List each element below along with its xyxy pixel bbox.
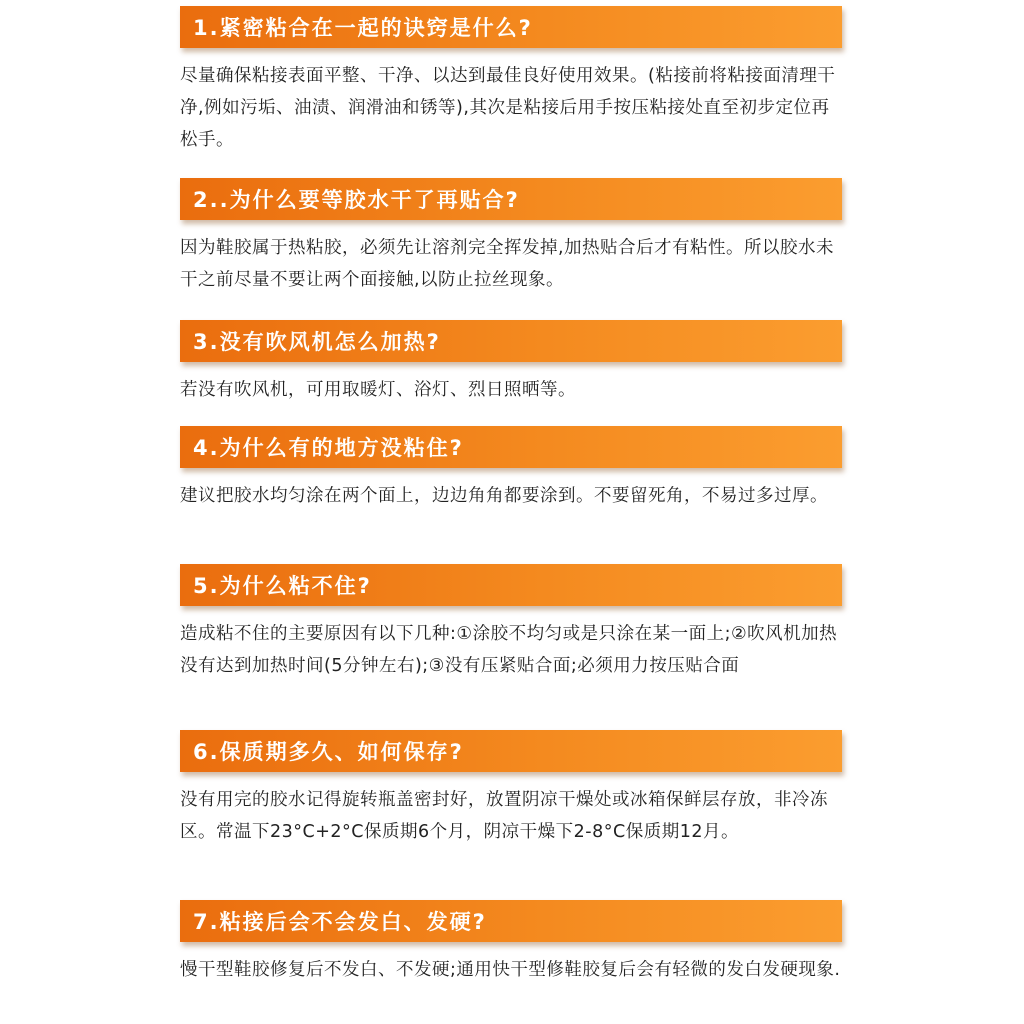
answer-text: 因为鞋胶属于热粘胶，必须先让溶剂完全挥发掉,加热贴合后才有粘性。所以胶水未干之前尽量不要让两个面接触,以防止拉丝现象。 (180, 238, 835, 290)
answer-text: 尽量确保粘接表面平整、干净、以达到最佳良好使用效果。(粘接前将粘接面清理干净,例如污垢、油渍、润滑油和锈等),其次是粘接后用手按压粘接处直至初步定位再松手。 (180, 66, 836, 150)
faq-item-5 (180, 564, 842, 682)
answer-text: 造成粘不住的主要原因有以下几种:①涂胶不均匀或是只涂在某一面上;②吹风机加热没有达到加热时间(5分钟左右);③没有压紧贴合面;必须用力按压贴合面 (180, 624, 838, 676)
question-title: 2..为什么要等胶水干了再贴合? (193, 188, 520, 212)
faq-item-3 (180, 320, 842, 406)
answer-text: 若没有吹风机，可用取暖灯、浴灯、烈日照晒等。 (180, 380, 576, 400)
question-title: 1.紧密粘合在一起的诀窍是什么? (193, 16, 533, 40)
question-title: 3.没有吹风机怎么加热? (193, 330, 441, 354)
question-bar (180, 900, 842, 942)
answer-text: 慢干型鞋胶修复后不发白、不发硬;通用快干型修鞋胶复后会有轻微的发白发硬现象. (180, 960, 841, 980)
faq-item-4 (180, 426, 842, 512)
question-title: 5.为什么粘不住? (193, 574, 372, 598)
question-title: 7.粘接后会不会发白、发硬? (193, 910, 487, 934)
faq-item-6 (180, 730, 842, 848)
question-bar (180, 426, 842, 468)
answer-text: 建议把胶水均匀涂在两个面上，边边角角都要涂到。不要留死角，不易过多过厚。 (180, 486, 828, 506)
question-title: 4.为什么有的地方没粘住? (193, 436, 464, 460)
faq-item-2 (180, 178, 842, 296)
question-bar (180, 730, 842, 772)
faq-item-1 (180, 6, 842, 156)
question-bar (180, 320, 842, 362)
question-bar (180, 6, 842, 48)
answer-text: 没有用完的胶水记得旋转瓶盖密封好，放置阴凉干燥处或冰箱保鲜层存放，非冷冻区。常温下23°C+2°C保质期6个月，阴凉干燥下2-8°C保质期12月。 (180, 790, 828, 842)
question-bar (180, 564, 842, 606)
question-title: 6.保质期多久、如何保存? (193, 740, 464, 764)
question-bar (180, 178, 842, 220)
faq-item-7 (180, 900, 842, 986)
